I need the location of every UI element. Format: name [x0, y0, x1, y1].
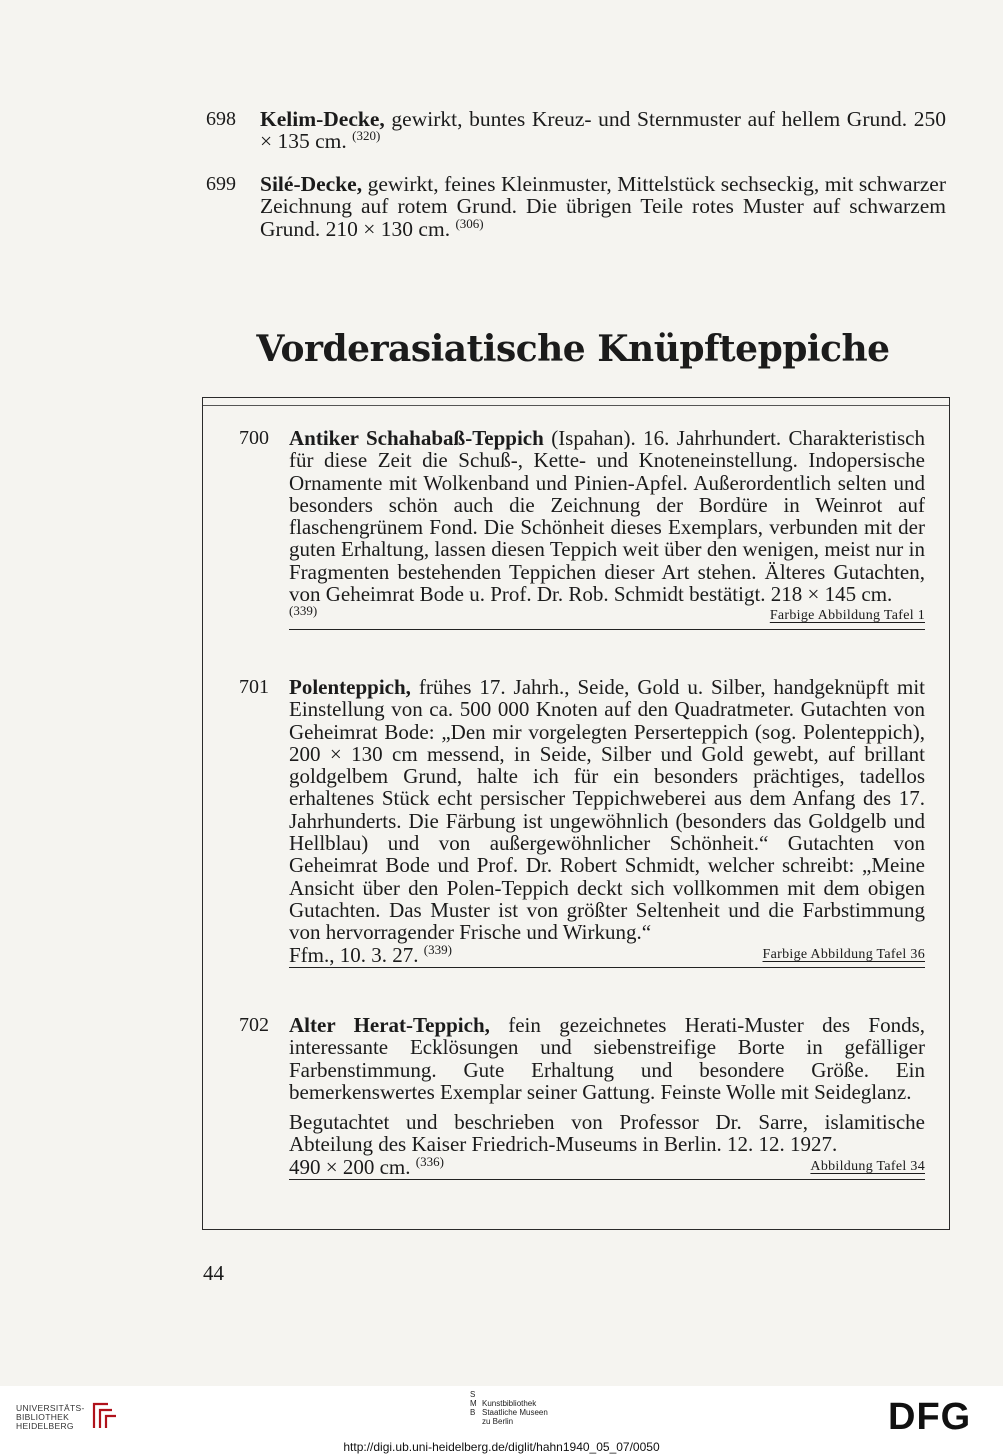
- entry-last-line: 490 × 200 cm. $^{(336)}$: [289, 1153, 444, 1179]
- entry-title: Antiker Schahabaß-Teppich: [289, 426, 544, 450]
- entry-expert-opinion: Begutachtet und beschrieben von Professor Dr. Sarre, islamitische Abteilung des Kaiser Friedrich-Museums in Berlin. 12. 12. 1927.: [289, 1110, 925, 1157]
- entry-title: Kelim-Decke,: [260, 107, 385, 131]
- plate-reference-row: [289, 941, 925, 968]
- university-library-emblem-icon: [90, 1398, 120, 1432]
- plate-link[interactable]: Farbige Abbildung Tafel 36: [762, 946, 925, 962]
- entry-description: frühes 17. Jahrh., Seide, Gold u. Silber, handgeknüpft mit Einstellung von ca. 500 000 Knoten auf den Quadratmeter. Gutachten von Geheimrat Bode: „Den mir vorgelegten Perserteppich (sog. Polenteppich), 200 × 130 cm messend, in Seide, Silber und Gold gewebt, auf brillant goldgelbem Grund, halte ich für ein besonders prächtiges, tadellos erhaltenes Stück echt persischer Teppichweberei aus dem Anfang des 17. Jahrhunderts. Die Färbung ist ungewöhnlich (besonders das Goldgelb und Hellblau) und von außergewöhnlicher Schönheit.“ Gutachten von Geheimrat Bode und Prof. Dr. Robert Schmidt, welcher schreibt: „Meine Ansicht über den Polen-Teppich deckt sich vollkommen mit dem obigen Gutachten. Das Muster ist von größter Seltenheit und die Farbstimmung von hervorragender Frische und Wirkung.“: [289, 675, 925, 945]
- entry-title: Silé-Decke,: [260, 172, 363, 196]
- entry-reference: (306): [455, 215, 484, 231]
- entry-reference: (339): [289, 603, 318, 619]
- digitization-footer: [0, 1386, 1003, 1456]
- plate-link[interactable]: Abbildung Tafel 34: [810, 1158, 925, 1174]
- entry-last-line: [289, 605, 317, 627]
- entry-text: [289, 427, 925, 605]
- source-url-link[interactable]: http://digi.ub.uni-heidelberg.de/diglit/hahn1940_05_07/0050: [343, 1440, 660, 1454]
- plate-reference-row: [289, 605, 925, 629]
- entry-number: 700: [239, 427, 269, 449]
- dfg-logo: DFG: [888, 1396, 972, 1438]
- entry-reference: (320): [352, 128, 381, 144]
- entry-description: gewirkt, buntes Kreuz- und Sternmuster auf hellem Grund. 250 × 135 cm.: [260, 107, 946, 154]
- sm-mark: S M B: [470, 1390, 477, 1417]
- entry-description: fein gezeichnetes Herati-Muster des Fonds, interessante Ecklösungen und siebenstreifige Borte in gefälliger Farbenstimmung. Gute Erhaltung und besondere Größe. Ein bemerkenswertes Exemplar seiner Gattung. Feinste Wolle mit Seideglanz.: [289, 1013, 925, 1104]
- featured-entries-box: [202, 397, 950, 1230]
- catalog-entry-698: [206, 107, 946, 154]
- entry-description: gewirkt, feines Kleinmuster, Mittelstück sechseckig, mit schwarzer Zeichnung auf rotem Grund. Die übrigen Teile rotes Muster auf schwarzem Grund. 210 × 130 cm.: [260, 172, 946, 241]
- entry-reference: (336): [415, 1153, 444, 1169]
- entry-title: Alter Herat-Teppich,: [289, 1013, 490, 1037]
- catalog-entry-700: [239, 426, 925, 630]
- entry-text: [289, 1014, 925, 1103]
- museum-lines: Kunstbibliothek Staatliche Museen zu Berlin: [482, 1399, 548, 1426]
- plate-link[interactable]: Farbige Abbildung Tafel 1: [769, 608, 925, 624]
- page-number: 44: [203, 1261, 224, 1285]
- box-double-rule: [203, 405, 949, 406]
- entry-title: Polenteppich,: [289, 675, 411, 699]
- entry-text: [260, 173, 946, 240]
- entry-reference: (339): [423, 941, 452, 957]
- entry-description: (Ispahan). 16. Jahrhundert. Charakteristisch für diese Zeit die Schuß-, Kette- und Knoteneinstellung. Indopersische Ornamente mit Wolkenband und Pinien-Apfel. Außerordentlich selten und besonders schön auch die Zeichnung der Bordüre in Weinrot auf flaschengrünem Fond. Die Schönheit dieses Exemplars, verbunden mit der guten Erhaltung, lassen diesen Teppich weit über den wenigen, meist nur in Fragmenten bestehenden Teppichen dieser Art stehen. Älteres Gutachten, von Geheimrat Bode u. Prof. Dr. Rob. Schmidt bestätigt. 218 × 145 cm.: [289, 426, 925, 607]
- catalog-entry-699: [206, 172, 946, 241]
- entry-number: 698: [206, 108, 236, 130]
- entry-number: 701: [239, 676, 269, 698]
- entry-last-line: Ffm., 10. 3. 27. $^{(339)}$: [289, 941, 452, 967]
- entry-text: [289, 676, 925, 944]
- entry-number: 699: [206, 173, 236, 195]
- plate-reference-row: [289, 1153, 925, 1180]
- section-heading: Vorderasiatische Knüpfteppiche: [256, 328, 890, 370]
- university-library-logo-text: UNIVERSITÄTS- BIBLIOTHEK HEIDELBERG: [16, 1403, 85, 1431]
- entry-number: 702: [239, 1014, 269, 1036]
- catalog-entry-701: [239, 675, 925, 968]
- catalog-entry-702: [239, 1013, 925, 1180]
- entry-text: [260, 108, 946, 153]
